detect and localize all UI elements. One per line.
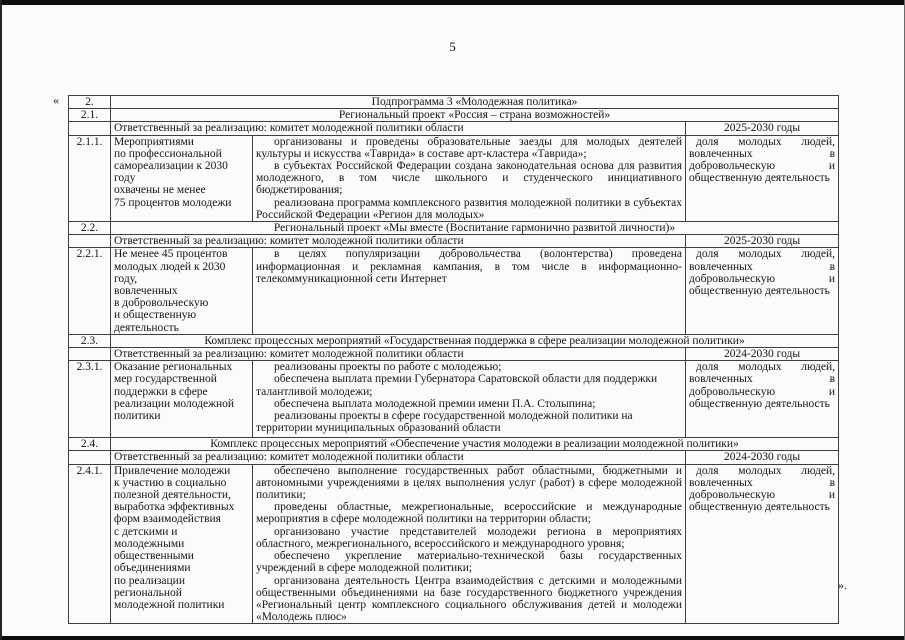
indicator-cell: доля молодых людей, вовлеченных в добровольческую и общественную деятельность: [686, 248, 839, 334]
indicator-cell: доля молодых людей, вовлеченных в добровольческую и общественную деятельность: [686, 135, 839, 221]
subprogram-table: [68, 95, 839, 624]
row-number: 2.3.1.: [69, 361, 111, 438]
results-cell: в целях популяризации добровольчества (волонтерства) проведена информационная и рекламная кампания, в том числе в информационно-телекоммуникационной сети Интернет: [253, 248, 686, 334]
measure-row-2-2-1: [69, 248, 839, 334]
page-edge-left: [0, 0, 2, 640]
results-cell: обеспечено выполнение государственных работ областными, бюджетными и автономными учреждениями в целях выполнения услуг (работ) в сфере молодежной политики; проведены областные, межрегиональные, всероссийские и международные мероприятия в сфере молодежной политики на территории области; организовано участие представителей молодежи региона в мероприятиях областного, межрегионального, всероссийского и международного уровня; обеспечено укрепление материально-технической базы государственных учреждений в сфере молодежной политики; организована деятельность Центра взаимодействия с детскими и молодежными общественными объединениями на базе государственного бюджетного учреждения «Региональный центр комплексного социального обслуживания детей и молодежи «Молодежь плюс»: [253, 464, 686, 624]
page-number: 5: [449, 39, 456, 54]
section-title: Региональный проект «Россия – страна возможностей»: [111, 109, 839, 122]
measure-row-2-3-1: [69, 361, 839, 438]
years-value: 2025-2030 годы: [686, 235, 839, 248]
row-number-empty: [69, 122, 111, 135]
responsible-row-2-2: [69, 235, 839, 248]
row-number: 2.4.1.: [69, 464, 111, 624]
target-cell: Привлечение молодежи к участию в социально полезной деятельности, выработка эффективных форм взаимодействия с детскими и молодежными общественными объединениями по реализации региональной молодежной политики: [111, 464, 253, 624]
indicator-cell: доля молодых людей, вовлеченных в добровольческую и общественную деятельность: [686, 361, 839, 438]
measure-row-2-4-1: [69, 464, 839, 624]
row-number-empty: [69, 348, 111, 361]
row-number: 2.2.: [69, 222, 111, 235]
target-cell: Мероприятиями по профессиональной самореализации к 2030 году охвачены не менее 75 процентов молодежи: [111, 135, 253, 221]
row-number-empty: [69, 235, 111, 248]
section-row-2: [69, 96, 839, 109]
responsible-label: Ответственный за реализацию: комитет молодежной политики области: [111, 348, 686, 361]
page-edge-top: [0, 0, 905, 5]
indicator-cell: доля молодых людей, вовлеченных в добровольческую и общественную деятельность: [686, 464, 839, 624]
row-number-empty: [69, 451, 111, 464]
row-number: 2.2.1.: [69, 248, 111, 334]
responsible-label: Ответственный за реализацию: комитет молодежной политики области: [111, 451, 686, 464]
responsible-row-2-1: [69, 122, 839, 135]
row-number: 2.1.: [69, 109, 111, 122]
page-edge-bottom: [0, 636, 905, 640]
results-cell: реализованы проекты по работе с молодежью; обеспечена выплата премии Губернатора Саратовской области для поддержки талантливой молодежи; обеспечена выплата молодежной премии имени П.А. Столыпина; реализованы проекты в сфере государственной молодежной политики на территории муниципальных образований области: [253, 361, 686, 438]
row-number: 2.1.1.: [69, 135, 111, 221]
target-cell: Оказание региональных мер государственной поддержки в сфере реализации молодежной политики: [111, 361, 253, 438]
section-title: Региональный проект «Мы вместе (Воспитание гармонично развитой личности)»: [111, 222, 839, 235]
section-title: Комплекс процессных мероприятий «Государственная поддержка в сфере реализации молодежной политики»: [111, 334, 839, 347]
closing-quote-mark: ».: [838, 578, 847, 592]
responsible-label: Ответственный за реализацию: комитет молодежной политики области: [111, 122, 686, 135]
years-value: 2024-2030 годы: [686, 451, 839, 464]
section-title: Комплекс процессных мероприятий «Обеспечение участия молодежи в реализации молодежной политики»: [111, 438, 839, 451]
row-number: 2.: [69, 96, 111, 109]
target-cell: Не менее 45 процентов молодых людей к 2030 году, вовлеченных в добровольческую и общественную деятельность: [111, 248, 253, 334]
responsible-row-2-4: [69, 451, 839, 464]
opening-quote-mark: «: [53, 93, 59, 107]
row-number: 2.3.: [69, 334, 111, 347]
section-title: Подпрограмма 3 «Молодежная политика»: [111, 96, 839, 109]
row-number: 2.4.: [69, 438, 111, 451]
section-row-2-2: [69, 222, 839, 235]
years-value: 2024-2030 годы: [686, 348, 839, 361]
section-row-2-1: [69, 109, 839, 122]
responsible-row-2-3: [69, 348, 839, 361]
years-value: 2025-2030 годы: [686, 122, 839, 135]
section-row-2-4: [69, 438, 839, 451]
results-cell: организованы и проведены образовательные заезды для молодых деятелей культуры и искусства «Таврида» в составе арт-кластера «Таврида»; в субъектах Российской Федерации создана законодательная основа для развития молодежного, в том числе школьного и студенческого инициативного бюджетирования; реализована программа комплексного развития молодежной политики в субъектах Российской Федерации «Регион для молодых»: [253, 135, 686, 221]
responsible-label: Ответственный за реализацию: комитет молодежной политики области: [111, 235, 686, 248]
section-row-2-3: [69, 334, 839, 347]
measure-row-2-1-1: [69, 135, 839, 221]
